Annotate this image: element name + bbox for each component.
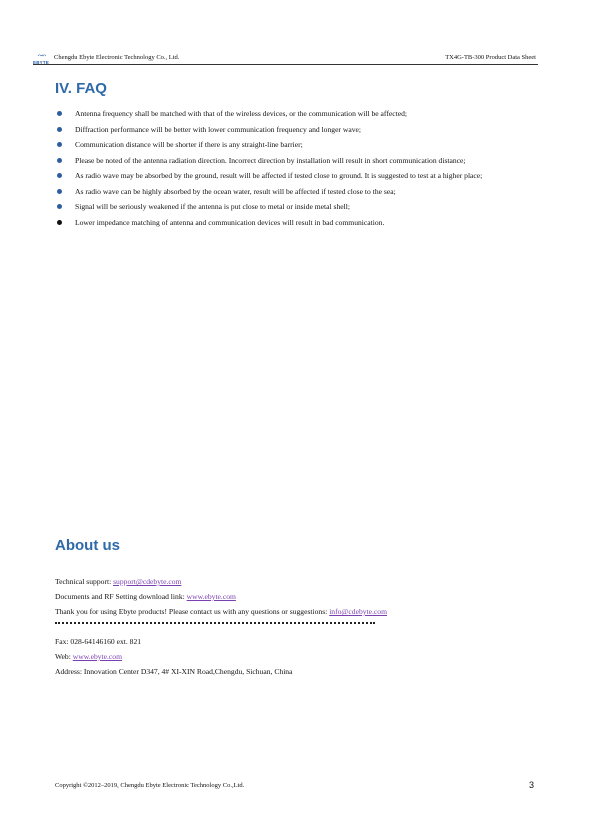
support-label: Technical support: — [55, 577, 114, 586]
thanks-label: Thank you for using Ebyte products! Please contact us with any questions or suggestions: — [55, 607, 330, 616]
about-section — [55, 574, 535, 679]
download-line — [55, 589, 535, 604]
bullet-icon — [57, 142, 62, 147]
faq-item-text: Lower impedance matching of antenna and communication devices will result in bad communication. — [75, 217, 385, 227]
web-link[interactable]: www.ebyte.com — [72, 652, 123, 661]
faq-item-text: Communication distance will be shorter if there is any straight-line barrier; — [75, 140, 303, 149]
page-number: 3 — [528, 780, 534, 790]
faq-item — [55, 106, 535, 122]
faq-item-text: As radio wave can be highly absorbed by the ocean water, result will be affected if tested close to the sea; — [75, 186, 396, 196]
logo-wordmark: EBYTE — [33, 60, 50, 65]
faq-item-text: As radio wave may be absorbed by the ground, result will be affected if tested close to ground. It is suggested to test at a higher place; — [75, 171, 483, 180]
dotted-divider — [55, 622, 375, 626]
faq-item-text: Signal will be seriously weakened if the antenna is put close to metal or inside metal shell; — [75, 202, 350, 211]
faq-item-text: Diffraction performance will be better with lower communication frequency and longer wave; — [75, 124, 361, 134]
faq-item — [55, 153, 535, 169]
faq-item-text: Please be noted of the antenna radiation direction. Incorrect direction by installation will result in short communication distance; — [75, 155, 466, 165]
footer-copyright: Copyright ©2012–2019, Chengdu Ebyte Electronic Technology Co.,Ltd. — [55, 782, 245, 789]
address-line: Address: Innovation Center D347, 4# XI-XIN Road,Chengdu, Sichuan, China — [55, 667, 293, 676]
contact-email-link[interactable]: info@cdebyte.com — [329, 607, 387, 616]
page-header — [33, 52, 538, 65]
ebyte-logo — [33, 53, 51, 63]
bullet-icon — [57, 173, 62, 178]
faq-item-text: Antenna frequency shall be matched with that of the wireless devices, or the communication will be affected; — [75, 109, 407, 118]
bullet-icon — [57, 189, 62, 194]
faq-item — [55, 215, 535, 231]
download-link[interactable]: www.ebyte.com — [186, 592, 236, 601]
header-doc-title: TX4G-TB-300 Product Data Sheet — [445, 54, 536, 61]
faq-list — [55, 106, 535, 230]
bullet-icon — [57, 204, 62, 209]
thanks-line — [55, 604, 535, 619]
fax-line: Fax: 028-64146160 ext. 821 — [55, 637, 142, 646]
web-label: Web: — [55, 652, 73, 661]
faq-item — [55, 137, 535, 153]
faq-item — [55, 168, 535, 184]
faq-item — [55, 199, 535, 215]
bullet-icon — [57, 220, 62, 225]
faq-heading: IV. FAQ — [55, 80, 107, 97]
about-heading: About us — [55, 537, 120, 554]
faq-item — [55, 184, 535, 200]
bullet-icon — [57, 111, 62, 116]
faq-item — [55, 122, 535, 138]
bullet-icon — [57, 158, 62, 163]
support-email-link[interactable]: support@cdebyte.com — [113, 577, 182, 586]
bullet-icon — [57, 127, 62, 132]
download-label: Documents and RF Setting download link: — [55, 592, 187, 601]
web-line — [55, 649, 535, 664]
header-company: Chengdu Ebyte Electronic Technology Co., Ltd. — [54, 54, 180, 61]
support-line — [55, 574, 535, 589]
